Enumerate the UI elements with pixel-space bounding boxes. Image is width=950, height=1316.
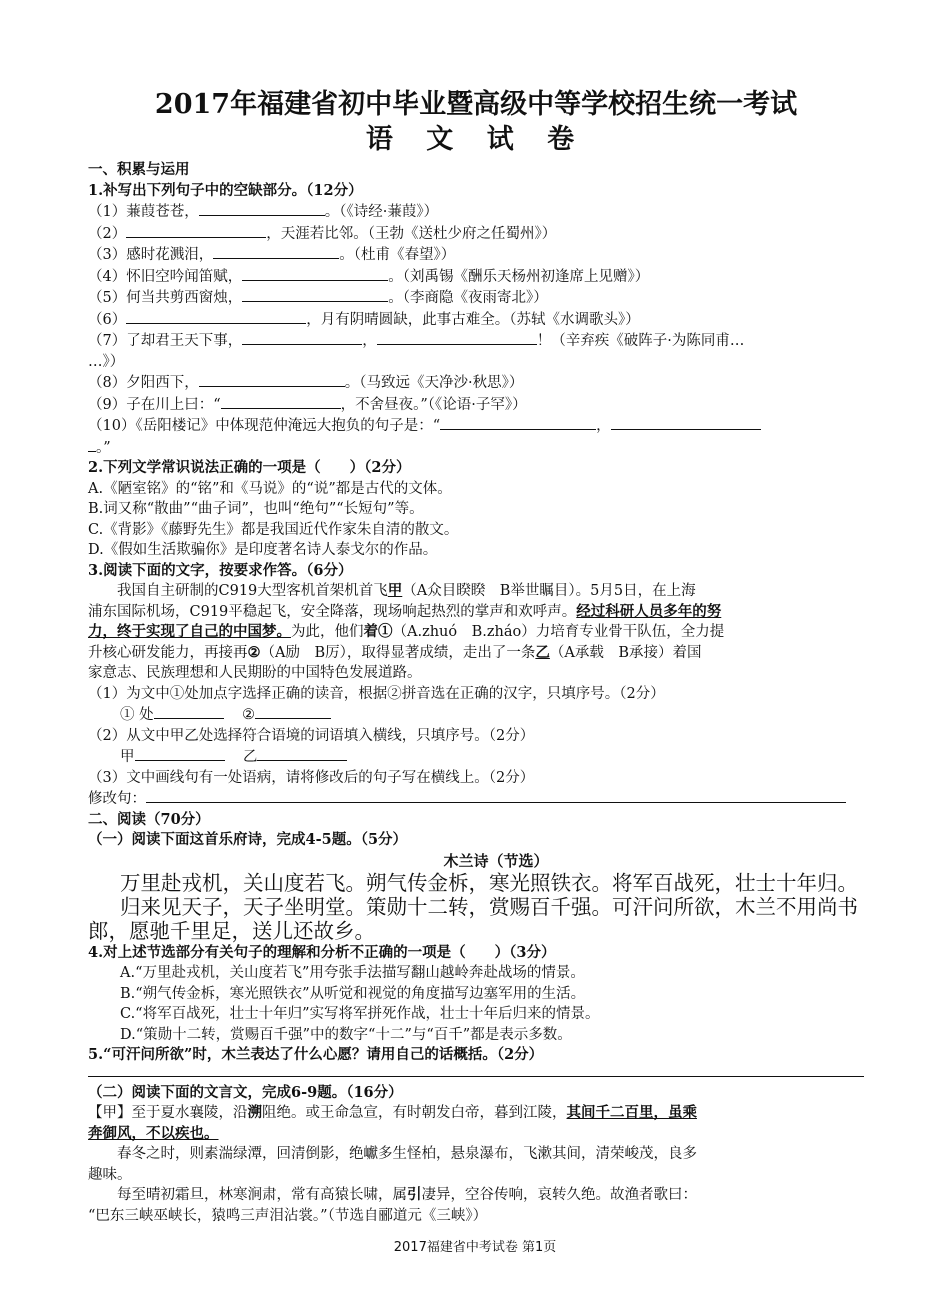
q4-option-b: B.“朔气传金柝，寒光照铁衣”从听觉和视觉的角度描写边塞军用的生活。 (120, 985, 586, 1002)
q2-option-c: C.《背影》《藤野先生》都是我国近代作家朱自清的散文。 (88, 521, 459, 538)
q1-item-1: （1）蒹葭苍苍， 。（《诗经·蒹葭》） (88, 201, 864, 223)
q2-stem: 2.下列文学常识说法正确的一项是（ ）（2分） (88, 459, 411, 476)
section2-heading: 二、阅读（70分） (88, 810, 210, 828)
q3-passage-line: 浦东国际机场，C919平稳起飞，安全降落，现场响起热烈的掌声和欢呼声。经过科研人员多年的努 (88, 602, 722, 620)
q4-option-c: C.“将军百战死，壮士十年归”实写将军拼死作战，壮士十年后归来的情景。 (120, 1006, 600, 1022)
answer-line[interactable] (88, 1066, 864, 1077)
answer-blank[interactable] (242, 266, 388, 281)
answer-blank[interactable] (377, 330, 537, 345)
answer-blank[interactable] (611, 415, 761, 430)
answer-blank[interactable] (126, 223, 266, 238)
answer-blank[interactable] (146, 788, 846, 803)
q3-passage-line: 我国自主研制的C919大型客机首架机首飞甲（A众目睽睽 B举世瞩目）。5月5日，在上海 (117, 582, 696, 599)
page-footer: 2017福建省中考试卷 第1页 (393, 1240, 557, 1255)
q3-sub1-answers: ① 处 ② (88, 704, 864, 726)
exam-subtitle: 语 文 试 卷 (365, 124, 587, 155)
q1-item-2: （2） ，天涯若比邻。（王勃《送杜少府之任蜀州》） (88, 223, 864, 245)
q1-item-3: （3）感时花溅泪， 。（杜甫《春望》） (88, 244, 864, 266)
q2-option-b: B.词又称“散曲”“曲子词”，也叫“绝句”“长短句”等。 (88, 501, 424, 517)
q4-option-a: A.“万里赴戎机，关山度若飞”用夸张手法描写翻山越岭奔赴战场的情景。 (120, 965, 585, 981)
poem-line: 郎，愿驰千里足，送儿还故乡。 (88, 918, 375, 943)
answer-blank[interactable] (126, 309, 306, 324)
q3-sub1: （1）为文中①处加点字选择正确的读音，根据②拼音选在正确的汉字，只填序号。（2分） (88, 685, 665, 702)
q1-item-4: （4）怀旧空吟闻笛赋， 。（刘禹锡《酬乐天杨州初逢席上见赠》） (88, 266, 864, 288)
q2-option-a: A.《陋室铭》的“铭”和《马说》的“说”都是古代的文体。 (88, 480, 452, 497)
q3-sub2-answers: 甲 乙 (88, 746, 864, 768)
q3-passage-line: 力，终于实现了自己的中国梦。为此，他们着①（A.zhuó B.zháo）力培育专业骨干队伍，全力提 (88, 623, 725, 640)
answer-blank[interactable] (242, 287, 388, 302)
classical-text-line: 每至晴初霜旦，林寒涧肃，常有高猿长啸，属引凄异，空谷传响，哀转久绝。故渔者歌曰： (117, 1186, 697, 1203)
exam-title: 2017年福建省初中毕业暨高级中等学校招生统一考试 (154, 89, 798, 120)
classical-text-line: 春冬之时，则素湍绿潭，回清倒影，绝巘多生怪柏，悬泉瀑布，飞漱其间，清荣峻茂，良多 (117, 1146, 697, 1162)
q1-item-7: （7）了却君王天下事， ， ！（辛弃疾《破阵子·为陈同甫… (88, 330, 864, 352)
classical-text-line: 趣味。 (88, 1166, 132, 1183)
q1-stem: 1.补写出下列句子中的空缺部分。（12分） (88, 181, 363, 199)
answer-blank[interactable] (255, 704, 331, 719)
q1-item-10-cont: 。” (88, 437, 864, 459)
q1-item-7-cont: …》） (88, 353, 125, 370)
poem-text (88, 871, 864, 943)
q3-passage-line: 升核心研发能力，再接再②（A励 B厉），取得显著成绩，走出了一条乙（A承载 B承接）着国 (88, 643, 702, 661)
q3-passage-line: 家意志、民族理想和人民期盼的中国特色发展道路。 (88, 665, 422, 681)
poem-line: 万里赴戎机，关山度若飞。朔气传金柝，寒光照铁衣。将军百战死，壮士十年归。 (120, 870, 858, 895)
answer-blank[interactable] (242, 330, 362, 345)
answer-blank[interactable] (199, 372, 345, 387)
answer-blank[interactable] (88, 437, 96, 452)
q4-option-d: D.“策勋十二转，赏赐百千强”中的数字“十二”与“百千”都是表示多数。 (120, 1026, 572, 1043)
answer-blank[interactable] (199, 201, 325, 216)
q5-stem: 5.“可汗问所欲”时，木兰表达了什么心愿？请用自己的话概括。（2分） (88, 1046, 544, 1063)
classical-text-line: 【甲】至于夏水襄陵，沿溯阻绝。或王命急宣，有时朝发白帝，暮到江陵，其间千二百里，虽乘 (88, 1104, 697, 1121)
part2-heading: （二）阅读下面的文言文，完成6-9题。（16分） (88, 1083, 403, 1101)
answer-blank[interactable] (154, 704, 224, 719)
q1-item-10: （10）《岳阳楼记》中体现范仲淹远大抱负的句子是：“ ， (88, 415, 864, 437)
q1-item-6: （6） ，月有阴晴圆缺，此事古难全。（苏轼《水调歌头》） (88, 309, 864, 331)
q4-stem: 4.对上述节选部分有关句子的理解和分析不正确的一项是（ ）（3分） (88, 943, 556, 961)
poem-line: 归来见天子，天子坐明堂。策勋十二转，赏赐百千强。可汗问所欲，木兰不用尚书 (120, 894, 858, 919)
classical-text-line: 奔御风，不以疾也。 (88, 1124, 219, 1142)
exam-page (88, 88, 864, 1226)
answer-blank[interactable] (257, 746, 347, 761)
classical-text-line: “巴东三峡巫峡长，猿鸣三声泪沾裳。”（节选自郦道元《三峡》） (88, 1207, 488, 1224)
answer-blank[interactable] (213, 244, 339, 259)
q1-item-5: （5）何当共剪西窗烛， 。（李商隐《夜雨寄北》） (88, 287, 864, 309)
answer-blank[interactable] (135, 746, 225, 761)
answer-blank[interactable] (440, 415, 596, 430)
q2-option-d: D.《假如生活欺骗你》是印度著名诗人泰戈尔的作品。 (88, 542, 438, 558)
q1-item-8: （8）夕阳西下， 。（马致远《天净沙·秋思》） (88, 372, 864, 394)
q3-stem: 3.阅读下面的文字，按要求作答。（6分） (88, 561, 353, 579)
poem-title: 木兰诗（节选） (443, 851, 549, 870)
q1-item-9: （9）子在川上曰：“ ，不舍昼夜。”（《论语·子罕》） (88, 394, 864, 416)
answer-blank[interactable] (221, 394, 341, 409)
section1-heading: 一、积累与运用 (88, 161, 190, 178)
q3-sub3: （3）文中画线句有一处语病，请将修改后的句子写在横线上。（2分） (88, 769, 535, 786)
part1-heading: （一）阅读下面这首乐府诗，完成4-5题。（5分） (88, 831, 408, 848)
q3-revise-line: 修改句： (88, 788, 864, 810)
q3-sub2: （2）从文中甲乙处选择符合语境的词语填入横线，只填序号。（2分） (88, 727, 535, 744)
